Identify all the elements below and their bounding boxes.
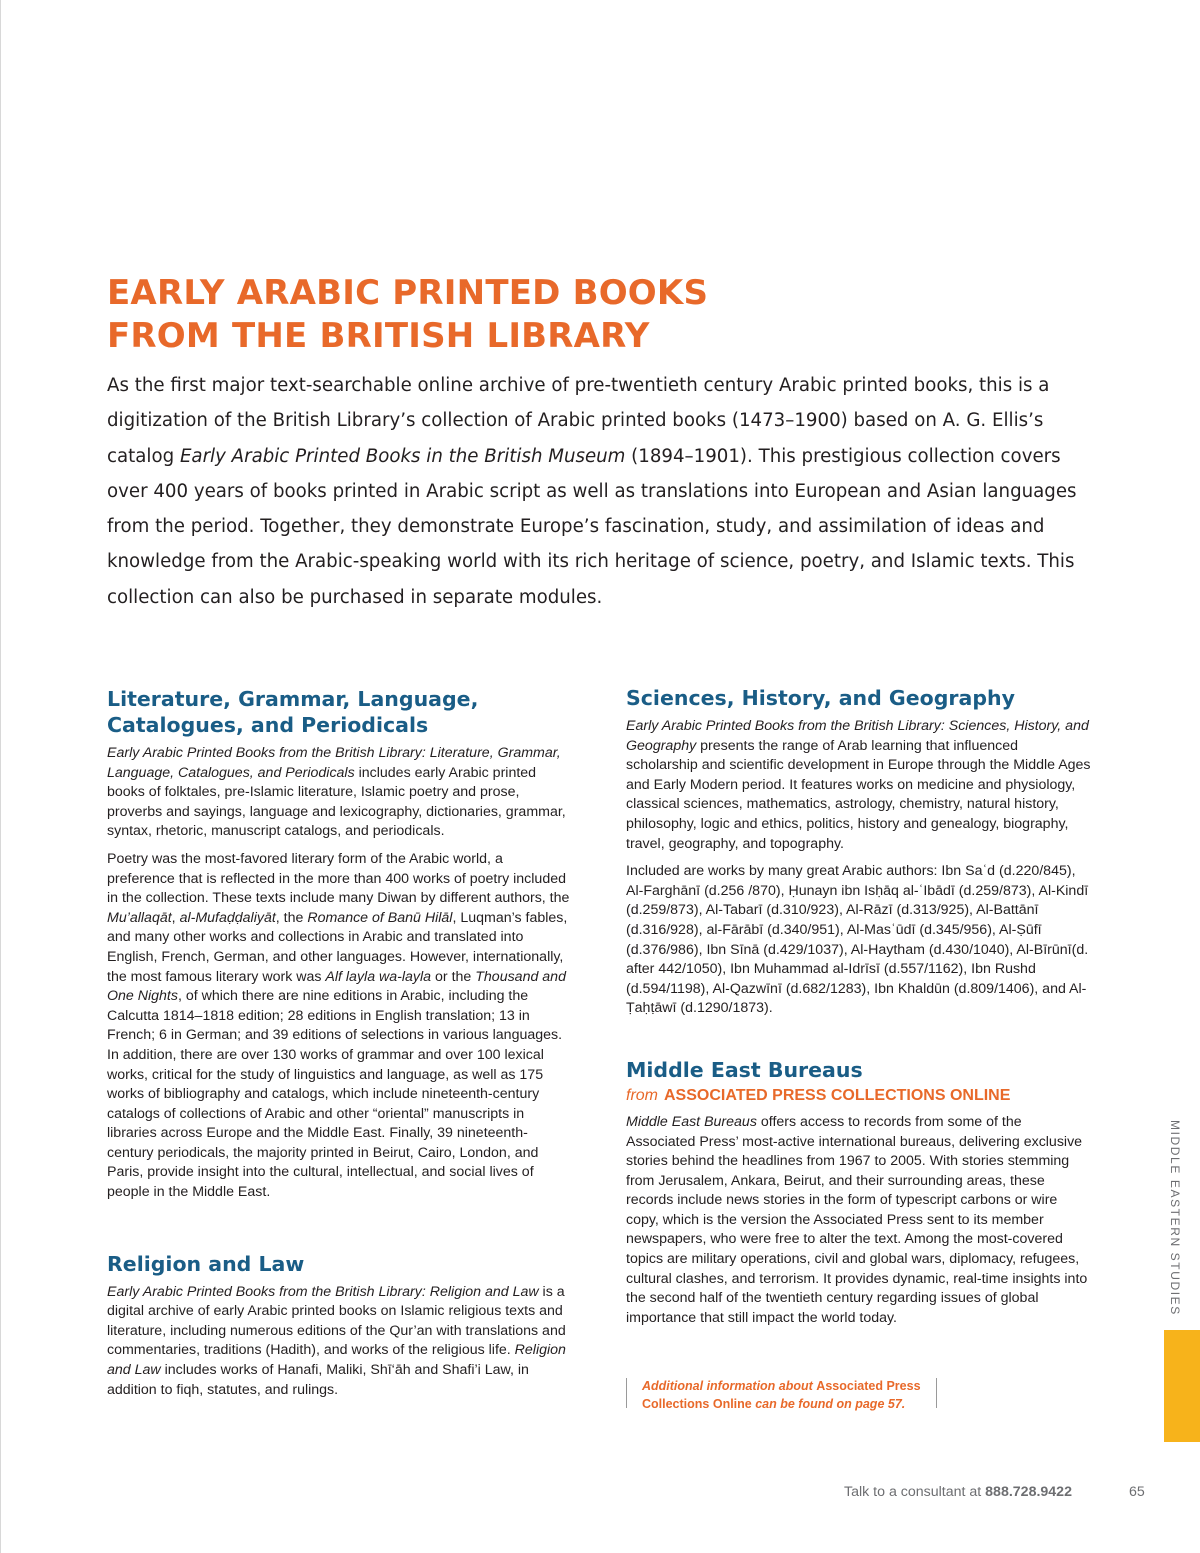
religion-italic-2: Religion and Law <box>107 1342 566 1379</box>
sciences-text-1: presents the range of Arab learning that influenced scholarship and scientific development in Europe through the Middle Ages and Early Modern period. It features works on medicine and physiology, classical sciences, mathematics, astrology, chemistry, natural history, philosophy, logic and ethics, politics, history and genealogy, biography, travel, geography, and topography. <box>626 737 1091 852</box>
literature-italic-1: Mu’allaqāt <box>107 909 172 926</box>
intro-paragraph <box>107 368 1097 615</box>
sciences-paragraph-2: Included are works by many great Arabic authors: Ibn Saʿd (d.220/845), Al-Farghānī (d.256 /870), Ḥunayn ibn Isḥāq al-ʿIbādī (d.259/873), Al-Kindī (d.259/873), Al-Tabarī (d.310/923), Al-Rāzī (d.313/925), Al-Battānī (d.316/928), al-Fārābī (d.340/951), Al-Masʿūdī (d.345/956), Al-Ṣūfī (d.376/986), Ibn Sīnā (d.429/1037), Al-Haytham (d.430/1040), Al-Bīrūnī(d. after 442/1050), Ibn Muhammad al-Idrīsī (d.557/1162), Ibn Rushd (d.594/1198), Al-Qazwīnī (d.682/1283), Ibn Khaldūn (d.809/1406), and Al-Ṭaḥṭāwī (d.1290/1873). <box>626 863 1089 1017</box>
literature-heading-line-1: Literature, Grammar, Language, <box>107 687 479 711</box>
literature-text-2c: , the <box>275 909 308 926</box>
literature-paragraph-1 <box>107 744 572 842</box>
page-title-line-2: FROM THE BRITISH LIBRARY <box>107 316 650 356</box>
bureaus-source-line <box>626 1085 1091 1107</box>
bureaus-text: offers access to records from some of the Associated Press’ most-active international bureaus, delivering exclusive stories behind the headlines from 1967 to 2005. With stories stemming from Jerusalem, Ankara, Beirut, and their surrounding areas, these records include news stories in the form of typescript carbons or wire copy, which is the version the Associated Press sent to its member newspapers, who were free to alter the text. Among the most-covered topics are military operations, civil and global wars, diplomacy, refugees, cultural clashes, and terrorism. It provides dynamic, real-time insights into the second half of the twentieth century regarding issues of global importance that still impact the world today. <box>626 1113 1088 1326</box>
bureaus-paragraph <box>626 1113 1091 1329</box>
page-number: 65 <box>1129 1484 1145 1500</box>
side-section-label <box>1168 1120 1200 1320</box>
intro-text-1: As the first major text-searchable online archive of pre-twentieth century Arabic printed books, this is a digitization of the British Library’s collection of Arabic printed books (1473–1900) based on A. G. Ellis’s catalog <box>107 375 1050 467</box>
callout-right-rule <box>936 1378 937 1408</box>
sciences-heading: Sciences, History, and Geography <box>626 686 1015 710</box>
callout-link-text[interactable]: Associated Press Collections Online <box>642 1379 921 1411</box>
callout-note <box>642 1377 934 1413</box>
religion-module-title: Early Arabic Printed Books from the British Library: Religion and Law <box>107 1283 539 1300</box>
literature-text-2d: , Luqman’s fables, and many other works and collections in Arabic and translated into English, French, German, and other languages. However, internationally, the most famous literary work was <box>107 909 568 985</box>
footer-phone[interactable]: 888.728.9422 <box>985 1484 1072 1500</box>
literature-text-2a: Poetry was the most-favored literary form of the Arabic world, a preference that is reflected in the more than 400 works of poetry included in the collection. These texts include many Diwan by different authors, the <box>107 850 570 907</box>
bureaus-from-label: from <box>626 1086 658 1104</box>
literature-paragraph-2 <box>107 850 572 1203</box>
right-column <box>626 685 1091 1328</box>
religion-heading: Religion and Law <box>107 1251 305 1276</box>
literature-heading-line-2: Catalogues, and Periodicals <box>107 713 429 737</box>
literature-italic-5: Thousand and One Nights <box>107 968 566 1005</box>
callout-left-rule <box>626 1378 627 1408</box>
left-column <box>107 686 572 1400</box>
religion-paragraph <box>107 1283 572 1401</box>
literature-heading <box>107 686 572 738</box>
religion-text-2: includes works of Hanafi, Maliki, Shī‘āh and Shafi’i Law, in addition to fiqh, statutes, and rulings. <box>107 1362 529 1398</box>
bureaus-heading: Middle East Bureaus <box>626 1057 863 1082</box>
literature-text-2b: , <box>171 909 180 926</box>
footer-contact-text: Talk to a consultant at <box>844 1484 986 1500</box>
literature-text-1: includes early Arabic printed books of folktales, pre-Islamic literature, Islamic poetry and prose, proverbs and sayings, language and lexicography, dictionaries, grammar, syntax, rhetoric, manuscript catalogs, and periodicals. <box>107 764 566 840</box>
footer-contact <box>844 1484 1072 1500</box>
literature-italic-2: al-Mufaḍḍaliyāt <box>179 909 276 926</box>
page-edge-rule <box>0 0 1 1553</box>
sciences-paragraph-1 <box>626 717 1091 854</box>
sciences-module-title: Early Arabic Printed Books from the British Library: Sciences, History, and Geography <box>626 718 1089 754</box>
bureaus-module-title: Middle East Bureaus <box>626 1113 757 1130</box>
literature-text-2e: or the <box>431 968 476 985</box>
side-section-tab <box>1164 1330 1200 1442</box>
callout-text-c: can be found on page 57. <box>751 1397 906 1411</box>
page-title-line-1: EARLY ARABIC PRINTED BOOKS <box>107 273 709 313</box>
literature-module-title: Early Arabic Printed Books from the British Library: Literature, Grammar, Language, Catalogues, and Periodicals <box>107 745 561 781</box>
intro-catalog-title: Early Arabic Printed Books in the British Museum <box>179 445 626 467</box>
religion-text-1: is a digital archive of early Arabic printed books on Islamic religious texts and literature, including numerous editions of the Qur’an with translations and commentaries, traditions (Hadith), and works of the religious life. <box>107 1283 566 1359</box>
side-section-label-text: MIDDLE EASTERN STUDIES <box>1168 1120 1182 1316</box>
page-title <box>107 272 708 358</box>
literature-italic-4: Alf layla wa-layla <box>325 968 432 985</box>
literature-italic-3: Romance of Banū Hilāl <box>307 909 453 926</box>
intro-text-2: (1894–1901). This prestigious collection covers over 400 years of books printed in Arabic script as well as translations into European and Asian languages from the period. Together, they demonstrate Europe’s fascination, study, and assimilation of ideas and knowledge from the Arabic-speaking world with its rich heritage of science, poetry, and Islamic texts. This collection can also be purchased in separate modules. <box>107 445 1077 608</box>
literature-text-2f: , of which there are nine editions in Arabic, including the Calcutta 1814–1818 edition; 28 editions in English translation; 13 in French; 6 in German; and 39 editions of selections in various languages. In addition, there are over 130 works of grammar and over 100 lexical works, critical for the study of linguistics and language, as well as 175 works of bibliography and catalogs, which include nineteenth-century catalogs of collections of Arabic and other “oriental” manuscripts in libraries across Europe and the Middle East. Finally, 39 nineteenth-century periodicals, the majority printed in Beirut, Cairo, London, and Paris, provide insight into the cultural, intellectual, and social lives of people in the Middle East. <box>107 988 563 1201</box>
callout-text-a: Additional information about <box>642 1379 817 1393</box>
bureaus-source-name: ASSOCIATED PRESS COLLECTIONS ONLINE <box>664 1086 1011 1104</box>
